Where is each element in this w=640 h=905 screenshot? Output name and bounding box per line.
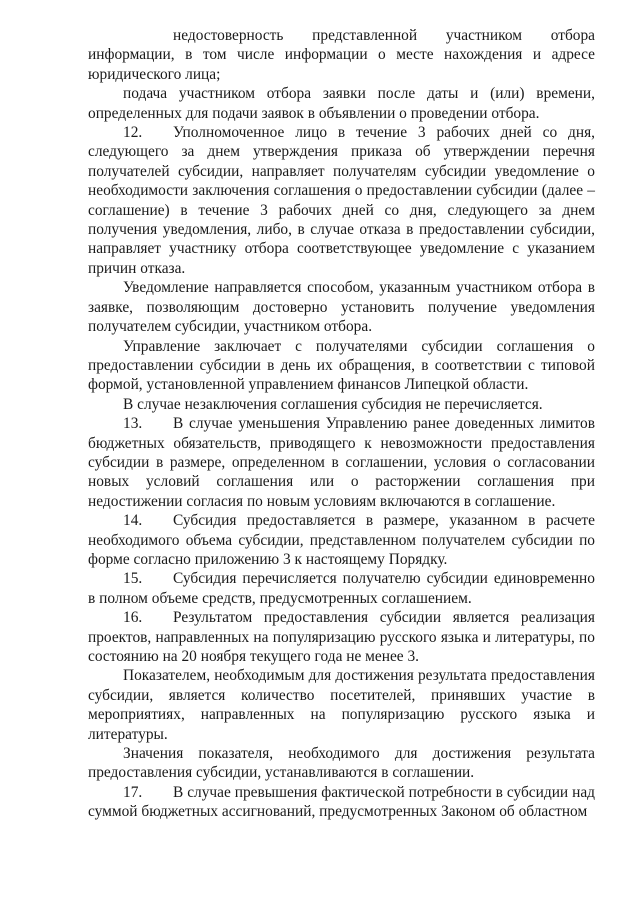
clause-number: 14. [123,512,143,530]
clause-number: 13. [123,415,143,433]
paragraph-text: В случае превышения фактической потребности в субсидии над суммой бюджетных ассигнований, предусмотренных Законом об областном [88,783,595,821]
paragraph-text: Показателем, необходимым для достижения результата предоставления субсидии, является количество посетителей, принявших участие в мероприятиях, направленных на популяризацию русского языка и литературы. [88,667,595,743]
paragraph-text: Уполномоченное лицо в течение 3 рабочих дней со дня, следующего за днем утверждения приказа об утверждении перечня получателей субсидии, направляет получателям субсидии уведомление о необходимости заключения соглашения о предоставлении субсидии (далее – соглашение) в течение 3 рабочих дней со дня, следующего за днем получения уведомления, либо, в случае отказа в предоставлении субсидии, направляет участнику отбора соответствующее уведомление с указанием причин отказа. [88,124,595,277]
paragraph-text: Значения показателя, необходимого для достижения результата предоставления субсидии, устанавливаются в соглашении. [88,745,595,782]
paragraph-text: Субсидия перечисляется получателю субсидии единовременно в полном объеме средств, предусмотренных соглашением. [88,570,595,607]
paragraph [88,84,595,123]
paragraph-text: В случае уменьшения Управлению ранее доведенных лимитов бюджетных обязательств, приводящего к невозможности предоставления субсидии в размере, определенном в соглашении, условия о согласовании новых условий соглашения или о расторжении соглашения при недостижении согласия по новым условиям включаются в соглашение. [88,415,595,510]
paragraph [88,783,595,822]
clause-number: 12. [123,124,143,142]
document-page [88,26,595,822]
paragraph-text: В случае незаключения соглашения субсидия не перечисляется. [123,395,543,413]
paragraph [88,744,595,783]
paragraph [88,26,595,84]
clause-number: 16. [123,609,143,627]
paragraph [88,608,595,666]
paragraph-text: Субсидия предоставляется в размере, указанном в расчете необходимого объема субсидии, представленном получателем субсидии по форме согласно приложению 3 к настоящему Порядку. [88,512,595,568]
paragraph-text: подача участником отбора заявки после даты и (или) времени, определенных для подачи заявок в объявлении о проведении отбора. [88,85,595,122]
paragraph [88,337,595,395]
clause-number: 15. [123,570,143,588]
clause-number: 17. [123,783,143,801]
paragraph-text: недостоверность представленной участником отбора информации, в том числе информации о месте нахождения и адресе юридического лица; [88,27,595,83]
paragraph [88,395,595,414]
paragraph-text: Управление заключает с получателями субсидии соглашения о предоставлении субсидии в день их обращения, в соответствии с типовой формой, установленной управлением финансов Липецкой области. [88,337,595,394]
paragraph [88,511,595,569]
paragraph [88,123,595,278]
paragraph [88,666,595,744]
paragraph-text: Уведомление направляется способом, указанным участником отбора в заявке, позволяющим достоверно установить получение уведомления получателем субсидии, участником отбора. [88,279,595,336]
paragraph [88,278,595,336]
paragraph-text: Результатом предоставления субсидии является реализация проектов, направленных на популяризацию русского языка и литературы, по состоянию на 20 ноября текущего года не менее 3. [88,609,595,665]
paragraph [88,414,595,511]
paragraph [88,569,595,608]
